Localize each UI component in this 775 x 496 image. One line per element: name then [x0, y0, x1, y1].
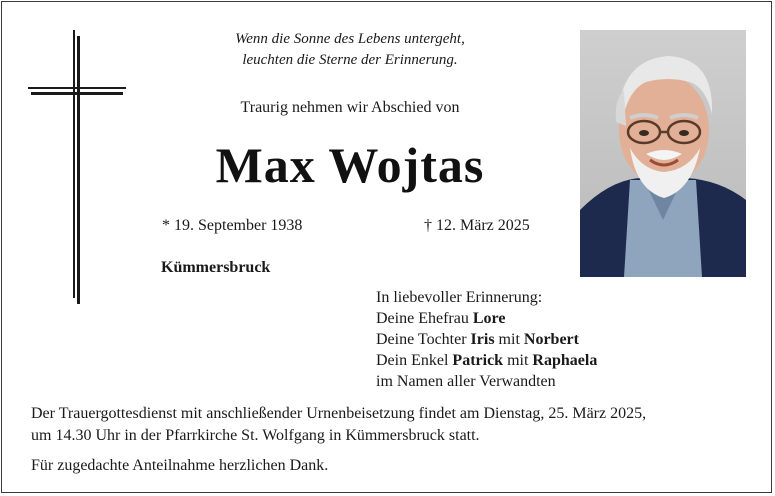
- motto-line-1: Wenn die Sonne des Lebens untergeht,: [235, 31, 465, 47]
- thanks-text: Für zugedachte Anteilnahme herzlichen Dank.: [31, 457, 329, 474]
- family-relatives: im Namen aller Verwandten: [376, 373, 556, 390]
- service-line-1: Der Trauergottesdienst mit anschließender Urnenbeisetzung findet am Dienstag, 25. März 2025,: [31, 405, 647, 422]
- family-heading: In liebevoller Erinnerung:: [376, 289, 543, 306]
- family-daughter: Deine Tochter Iris mit Norbert: [376, 331, 579, 348]
- family-list: [376, 287, 597, 392]
- intro-text: Traurig nehmen wir Abschied von: [240, 99, 460, 116]
- death-date: † 12. März 2025: [424, 217, 530, 234]
- family-wife: Deine Ehefrau Lore: [376, 310, 506, 327]
- motto-line-2: leuchten die Sterne der Erinnerung.: [242, 52, 458, 68]
- funeral-service-info: [31, 403, 751, 447]
- cross-icon: [28, 30, 128, 305]
- deceased-name: Max Wojtas: [215, 137, 485, 193]
- service-line-2: um 14.30 Uhr in der Pfarrkirche St. Wolfgang in Kümmersbruck statt.: [31, 427, 480, 444]
- motto: [200, 29, 500, 71]
- birth-date: * 19. September 1938: [162, 217, 303, 234]
- place-of-residence: Kümmersbruck: [161, 259, 271, 276]
- family-grandchild: Dein Enkel Patrick mit Raphaela: [376, 352, 598, 369]
- portrait-photo: [580, 30, 746, 277]
